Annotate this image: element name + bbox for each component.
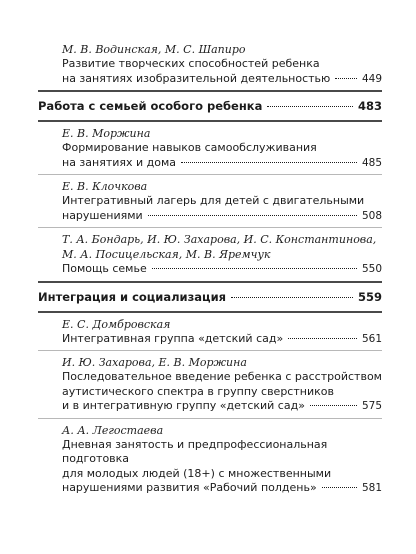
toc-entry[interactable] (38, 419, 382, 500)
entry-title (38, 438, 382, 496)
entry-title-line: на занятиях и дома (62, 155, 177, 169)
table-of-contents (38, 38, 382, 500)
dot-leader (310, 405, 357, 406)
entry-title-last-line (62, 72, 382, 87)
entry-title-last-line (62, 209, 382, 224)
toc-entry[interactable] (38, 228, 382, 283)
page-number: 449 (361, 72, 382, 85)
entry-title-line: и в интегративную группу «детский сад» (62, 399, 305, 412)
entry-authors: Е. С. Домбровская (62, 317, 171, 331)
dot-leader (288, 338, 357, 339)
entry-authors: И. Ю. Захарова, Е. В. Моржина (62, 356, 247, 369)
entry-title-line: Формирование навыков самообслуживания (62, 141, 317, 154)
section-row (38, 99, 382, 114)
entry-authors (38, 232, 382, 262)
entry-title-line: для молодых людей (18+) с множественными (62, 466, 332, 480)
toc-entry[interactable] (38, 38, 382, 92)
entry-title-line: аутистического спектра в группу сверстников (62, 384, 334, 398)
entry-title-line: Развитие творческих способностей ребенка (62, 57, 320, 70)
entry-title-line: нарушениями (62, 208, 143, 222)
section-page-number: 559 (357, 289, 382, 304)
entry-authors: Е. В. Клочкова (62, 180, 148, 193)
entry-title (38, 141, 382, 170)
entry-title (38, 332, 382, 347)
entry-authors: Е. В. Моржина (62, 127, 151, 140)
entry-title (38, 262, 382, 277)
dot-leader (152, 268, 357, 269)
entry-authors: А. А. Легостаева (62, 423, 164, 437)
entry-title-last-line (62, 332, 382, 347)
entry-authors-line: Т. А. Бондарь, И. Ю. Захарова, И. С. Константинова, (62, 233, 377, 246)
page-number: 575 (361, 400, 382, 412)
entry-title-line: Интегративная группа «детский сад» (62, 331, 284, 345)
entry-title-line: Интегративный лагерь для детей с двигательными (62, 194, 365, 207)
entry-title-line: на занятиях изобразительной деятельностью (62, 71, 331, 85)
entry-title-last-line (62, 156, 382, 171)
page-number: 561 (361, 332, 382, 345)
entry-title-last-line (62, 262, 382, 277)
entry-title (38, 57, 382, 86)
page-number: 485 (361, 156, 382, 169)
dot-leader (181, 162, 357, 163)
section-heading[interactable] (38, 92, 382, 122)
dot-leader (231, 297, 353, 298)
entry-title-line: Дневная занятость и предпрофессиональная подготовка (62, 437, 328, 465)
toc-entry[interactable] (38, 351, 382, 419)
entry-title (38, 370, 382, 414)
dot-leader (322, 487, 357, 488)
dot-leader (335, 78, 357, 79)
entry-authors-line: М. А. Посицельская, М. В. Яремчук (62, 248, 271, 261)
entry-title-last-line (62, 399, 382, 414)
entry-authors: М. В. Водинская, М. С. Шапиро (62, 43, 246, 56)
dot-leader (267, 106, 353, 107)
toc-entry[interactable] (38, 313, 382, 352)
entry-title-line: нарушениями развития «Рабочий полдень» (62, 481, 317, 494)
section-title: Интеграция и социализация (38, 289, 227, 304)
page-number: 508 (361, 209, 382, 222)
entry-title-line: Последовательное введение ребенка с расстройством (62, 370, 382, 383)
toc-entry[interactable] (38, 175, 382, 228)
entry-title-line: Помощь семье (62, 262, 147, 275)
page-number: 550 (361, 263, 382, 275)
toc-entry[interactable] (38, 122, 382, 175)
entry-title (38, 194, 382, 223)
section-page-number: 483 (357, 99, 382, 113)
entry-title-last-line (62, 481, 382, 496)
page-number: 581 (361, 482, 382, 494)
dot-leader (148, 215, 357, 216)
section-title: Работа с семьей особого ребенка (38, 99, 263, 113)
section-heading[interactable] (38, 283, 382, 313)
section-row (38, 290, 382, 305)
